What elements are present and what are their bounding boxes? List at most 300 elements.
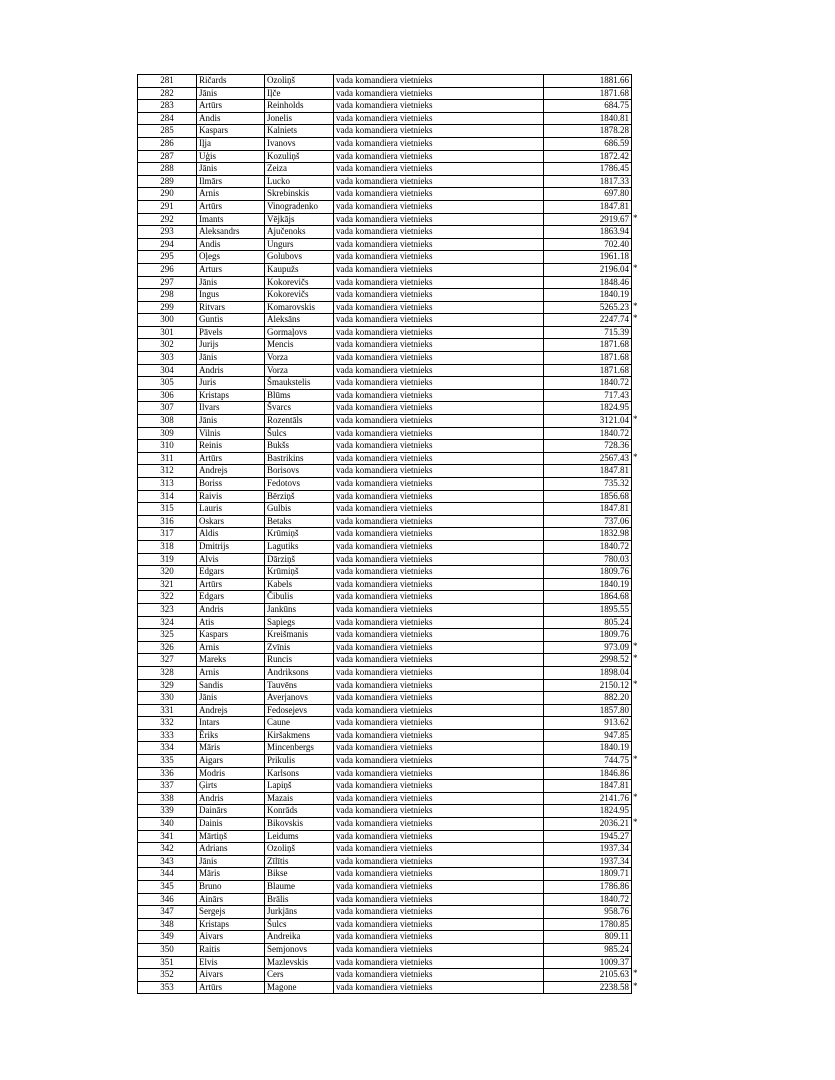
amount-cell: 1871.68 (544, 339, 632, 352)
amount-cell: 947.85 (544, 729, 632, 742)
position-cell: vada komandiera vietnieks (334, 981, 544, 994)
table-row (138, 364, 632, 377)
row-number-cell: 314 (138, 490, 197, 503)
position-cell: vada komandiera vietnieks (334, 175, 544, 188)
last-name-cell: Šulcs (265, 427, 334, 440)
last-name-cell: Lapiņš (265, 780, 334, 793)
position-cell: vada komandiera vietnieks (334, 641, 544, 654)
amount-cell: 1881.66 (544, 75, 632, 88)
position-cell: vada komandiera vietnieks (334, 364, 544, 377)
position-cell: vada komandiera vietnieks (334, 137, 544, 150)
amount-cell: 1009.37 (544, 956, 632, 969)
asterisk-mark: * (633, 791, 638, 802)
position-cell: vada komandiera vietnieks (334, 843, 544, 856)
asterisk-mark: * (633, 212, 638, 223)
row-number-cell: 297 (138, 276, 197, 289)
position-cell: vada komandiera vietnieks (334, 767, 544, 780)
last-name-cell: Mazais (265, 792, 334, 805)
row-number-cell: 302 (138, 339, 197, 352)
last-name-cell: Fedosejevs (265, 704, 334, 717)
first-name-cell: Artūrs (197, 452, 265, 465)
row-number-cell: 308 (138, 415, 197, 428)
row-number-cell: 284 (138, 112, 197, 125)
row-number-cell: 334 (138, 742, 197, 755)
table-row (138, 818, 632, 831)
first-name-cell: Māris (197, 742, 265, 755)
amount-cell: 717.43 (544, 389, 632, 402)
last-name-cell: Ozoliņš (265, 843, 334, 856)
first-name-cell: Dmitrijs (197, 540, 265, 553)
first-name-cell: Oskars (197, 515, 265, 528)
last-name-cell: Averjanovs (265, 692, 334, 705)
first-name-cell: Artūrs (197, 578, 265, 591)
table-row (138, 314, 632, 327)
last-name-cell: Čibulis (265, 591, 334, 604)
first-name-cell: Ingus (197, 289, 265, 302)
last-name-cell: Cers (265, 969, 334, 982)
first-name-cell: Jānis (197, 415, 265, 428)
position-cell: vada komandiera vietnieks (334, 679, 544, 692)
last-name-cell: Aleksāns (265, 314, 334, 327)
amount-cell: 1856.68 (544, 490, 632, 503)
table-row (138, 276, 632, 289)
first-name-cell: Adrians (197, 843, 265, 856)
first-name-cell: Aivars (197, 969, 265, 982)
table-row (138, 603, 632, 616)
table-row (138, 150, 632, 163)
position-cell: vada komandiera vietnieks (334, 465, 544, 478)
last-name-cell: Jurkjāns (265, 906, 334, 919)
last-name-cell: Blaume (265, 881, 334, 894)
table-row (138, 137, 632, 150)
first-name-cell: Intars (197, 717, 265, 730)
position-cell: vada komandiera vietnieks (334, 200, 544, 213)
first-name-cell: Kaspars (197, 629, 265, 642)
amount-cell: 1937.34 (544, 843, 632, 856)
position-cell: vada komandiera vietnieks (334, 855, 544, 868)
table-row (138, 503, 632, 516)
last-name-cell: Borisovs (265, 465, 334, 478)
row-number-cell: 326 (138, 641, 197, 654)
amount-cell: 1840.19 (544, 289, 632, 302)
position-cell: vada komandiera vietnieks (334, 906, 544, 919)
row-number-cell: 303 (138, 352, 197, 365)
last-name-cell: Fedotovs (265, 478, 334, 491)
position-cell: vada komandiera vietnieks (334, 238, 544, 251)
table-row (138, 478, 632, 491)
first-name-cell: Ilmārs (197, 175, 265, 188)
last-name-cell: Konrāds (265, 805, 334, 818)
row-number-cell: 286 (138, 137, 197, 150)
last-name-cell: Runcis (265, 654, 334, 667)
last-name-cell: Vorza (265, 352, 334, 365)
row-number-cell: 293 (138, 226, 197, 239)
row-number-cell: 289 (138, 175, 197, 188)
row-number-cell: 345 (138, 881, 197, 894)
table-row (138, 641, 632, 654)
row-number-cell: 311 (138, 452, 197, 465)
first-name-cell: Bruno (197, 881, 265, 894)
position-cell: vada komandiera vietnieks (334, 918, 544, 931)
table-row (138, 112, 632, 125)
row-number-cell: 319 (138, 553, 197, 566)
table-row (138, 805, 632, 818)
position-cell: vada komandiera vietnieks (334, 792, 544, 805)
last-name-cell: Andriksons (265, 666, 334, 679)
amount-cell: 2247.74 * (544, 314, 632, 327)
position-cell: vada komandiera vietnieks (334, 515, 544, 528)
last-name-cell: Vinogradenko (265, 200, 334, 213)
position-cell: vada komandiera vietnieks (334, 704, 544, 717)
row-number-cell: 332 (138, 717, 197, 730)
amount-cell: 1872.42 (544, 150, 632, 163)
row-number-cell: 322 (138, 591, 197, 604)
first-name-cell: Ainārs (197, 893, 265, 906)
position-cell: vada komandiera vietnieks (334, 830, 544, 843)
asterisk-mark: * (633, 754, 638, 765)
last-name-cell: Lagutiks (265, 540, 334, 553)
amount-cell: 1840.19 (544, 742, 632, 755)
last-name-cell: Vējkājs (265, 213, 334, 226)
last-name-cell: Bikse (265, 868, 334, 881)
table-row (138, 742, 632, 755)
first-name-cell: Reinis (197, 440, 265, 453)
first-name-cell: Jānis (197, 163, 265, 176)
row-number-cell: 298 (138, 289, 197, 302)
table-row (138, 855, 632, 868)
position-cell: vada komandiera vietnieks (334, 326, 544, 339)
first-name-cell: Alvis (197, 553, 265, 566)
amount-cell: 2141.76 * (544, 792, 632, 805)
last-name-cell: Kaupužs (265, 263, 334, 276)
row-number-cell: 296 (138, 263, 197, 276)
row-number-cell: 307 (138, 402, 197, 415)
table-row (138, 553, 632, 566)
amount-cell: 702.40 (544, 238, 632, 251)
last-name-cell: Prikulis (265, 755, 334, 768)
row-number-cell: 351 (138, 956, 197, 969)
position-cell: vada komandiera vietnieks (334, 276, 544, 289)
amount-cell: 1846.86 (544, 767, 632, 780)
amount-cell: 1878.28 (544, 125, 632, 138)
amount-cell: 1863.94 (544, 226, 632, 239)
last-name-cell: Komarovskis (265, 301, 334, 314)
table-row (138, 427, 632, 440)
personnel-table (137, 74, 638, 994)
asterisk-mark: * (633, 300, 638, 311)
first-name-cell: Elvis (197, 956, 265, 969)
amount-cell: 1871.68 (544, 364, 632, 377)
table-row (138, 528, 632, 541)
position-cell: vada komandiera vietnieks (334, 742, 544, 755)
amount-cell: 1817.33 (544, 175, 632, 188)
amount-cell: 973.09 * (544, 641, 632, 654)
amount-cell: 882.20 (544, 692, 632, 705)
last-name-cell: Golubovs (265, 251, 334, 264)
first-name-cell: Aleksandrs (197, 226, 265, 239)
amount-cell: 1840.72 (544, 427, 632, 440)
table-row (138, 792, 632, 805)
first-name-cell: Guntis (197, 314, 265, 327)
row-number-cell: 316 (138, 515, 197, 528)
position-cell: vada komandiera vietnieks (334, 75, 544, 88)
position-cell: vada komandiera vietnieks (334, 112, 544, 125)
position-cell: vada komandiera vietnieks (334, 440, 544, 453)
last-name-cell: Ozoliņš (265, 75, 334, 88)
position-cell: vada komandiera vietnieks (334, 415, 544, 428)
amount-cell: 1937.34 (544, 855, 632, 868)
table-row (138, 301, 632, 314)
row-number-cell: 305 (138, 377, 197, 390)
table-row (138, 629, 632, 642)
table-row (138, 163, 632, 176)
table-row (138, 289, 632, 302)
first-name-cell: Aivars (197, 931, 265, 944)
amount-cell: 1895.55 (544, 603, 632, 616)
position-cell: vada komandiera vietnieks (334, 163, 544, 176)
last-name-cell: Šmaukstelis (265, 377, 334, 390)
position-cell: vada komandiera vietnieks (334, 87, 544, 100)
first-name-cell: Māris (197, 868, 265, 881)
position-cell: vada komandiera vietnieks (334, 226, 544, 239)
first-name-cell: Uģis (197, 150, 265, 163)
position-cell: vada komandiera vietnieks (334, 490, 544, 503)
row-number-cell: 306 (138, 389, 197, 402)
row-number-cell: 335 (138, 755, 197, 768)
position-cell: vada komandiera vietnieks (334, 301, 544, 314)
row-number-cell: 285 (138, 125, 197, 138)
amount-cell: 2567.43 * (544, 452, 632, 465)
table-row (138, 263, 632, 276)
first-name-cell: Imants (197, 213, 265, 226)
first-name-cell: Juris (197, 377, 265, 390)
amount-cell: 1847.81 (544, 200, 632, 213)
position-cell: vada komandiera vietnieks (334, 352, 544, 365)
row-number-cell: 337 (138, 780, 197, 793)
amount-cell: 780.03 (544, 553, 632, 566)
position-cell: vada komandiera vietnieks (334, 931, 544, 944)
amount-cell: 1864.68 (544, 591, 632, 604)
amount-cell: 1871.68 (544, 352, 632, 365)
row-number-cell: 299 (138, 301, 197, 314)
position-cell: vada komandiera vietnieks (334, 755, 544, 768)
personnel-table-body (138, 75, 638, 994)
position-cell: vada komandiera vietnieks (334, 692, 544, 705)
last-name-cell: Tauvēns (265, 679, 334, 692)
table-row (138, 830, 632, 843)
amount-cell: 1832.98 (544, 528, 632, 541)
first-name-cell: Arnis (197, 666, 265, 679)
last-name-cell: Kozuliņš (265, 150, 334, 163)
table-row (138, 339, 632, 352)
table-row (138, 452, 632, 465)
table-row (138, 75, 632, 88)
row-number-cell: 290 (138, 188, 197, 201)
first-name-cell: Andris (197, 792, 265, 805)
first-name-cell: Artūrs (197, 100, 265, 113)
last-name-cell: Karlsons (265, 767, 334, 780)
first-name-cell: Jānis (197, 692, 265, 705)
first-name-cell: Artūrs (197, 981, 265, 994)
first-name-cell: Artūrs (197, 200, 265, 213)
last-name-cell: Iļče (265, 87, 334, 100)
amount-cell: 1840.19 (544, 578, 632, 591)
amount-cell: 2150.12 * (544, 679, 632, 692)
row-number-cell: 348 (138, 918, 197, 931)
table-row (138, 981, 632, 994)
table-row (138, 415, 632, 428)
position-cell: vada komandiera vietnieks (334, 893, 544, 906)
table-row (138, 251, 632, 264)
last-name-cell: Kiršakmens (265, 729, 334, 742)
amount-cell: 728.36 (544, 440, 632, 453)
position-cell: vada komandiera vietnieks (334, 402, 544, 415)
asterisk-mark: * (633, 678, 638, 689)
asterisk-mark: * (633, 817, 638, 828)
row-number-cell: 288 (138, 163, 197, 176)
asterisk-mark: * (633, 451, 638, 462)
first-name-cell: Andris (197, 603, 265, 616)
table-row (138, 490, 632, 503)
amount-cell: 1809.71 (544, 868, 632, 881)
position-cell: vada komandiera vietnieks (334, 805, 544, 818)
amount-cell: 1840.81 (544, 112, 632, 125)
amount-cell: 735.32 (544, 478, 632, 491)
row-number-cell: 342 (138, 843, 197, 856)
first-name-cell: Vilnis (197, 427, 265, 440)
position-cell: vada komandiera vietnieks (334, 150, 544, 163)
last-name-cell: Rozentāls (265, 415, 334, 428)
asterisk-mark: * (633, 968, 638, 979)
table-row (138, 893, 632, 906)
position-cell: vada komandiera vietnieks (334, 717, 544, 730)
table-row (138, 238, 632, 251)
last-name-cell: Mincenbergs (265, 742, 334, 755)
first-name-cell: Jānis (197, 87, 265, 100)
position-cell: vada komandiera vietnieks (334, 452, 544, 465)
table-row (138, 704, 632, 717)
position-cell: vada komandiera vietnieks (334, 578, 544, 591)
last-name-cell: Jonelis (265, 112, 334, 125)
row-number-cell: 333 (138, 729, 197, 742)
position-cell: vada komandiera vietnieks (334, 629, 544, 642)
table-row (138, 654, 632, 667)
last-name-cell: Caune (265, 717, 334, 730)
amount-cell: 958.76 (544, 906, 632, 919)
table-row (138, 188, 632, 201)
position-cell: vada komandiera vietnieks (334, 654, 544, 667)
table-row (138, 969, 632, 982)
position-cell: vada komandiera vietnieks (334, 956, 544, 969)
row-number-cell: 304 (138, 364, 197, 377)
table-row (138, 213, 632, 226)
row-number-cell: 331 (138, 704, 197, 717)
amount-cell: 2036.21 * (544, 818, 632, 831)
row-number-cell: 292 (138, 213, 197, 226)
row-number-cell: 294 (138, 238, 197, 251)
last-name-cell: Kokorevičs (265, 289, 334, 302)
position-cell: vada komandiera vietnieks (334, 591, 544, 604)
position-cell: vada komandiera vietnieks (334, 251, 544, 264)
amount-cell: 1857.80 (544, 704, 632, 717)
last-name-cell: Zvīnis (265, 641, 334, 654)
table-row (138, 226, 632, 239)
first-name-cell: Andrejs (197, 704, 265, 717)
position-cell: vada komandiera vietnieks (334, 603, 544, 616)
table-row (138, 906, 632, 919)
first-name-cell: Atis (197, 616, 265, 629)
last-name-cell: Kreišmanis (265, 629, 334, 642)
amount-cell: 1871.68 (544, 87, 632, 100)
amount-cell: 1809.76 (544, 566, 632, 579)
amount-cell: 1898.04 (544, 666, 632, 679)
amount-cell: 684.75 (544, 100, 632, 113)
position-cell: vada komandiera vietnieks (334, 478, 544, 491)
table-row (138, 377, 632, 390)
row-number-cell: 347 (138, 906, 197, 919)
first-name-cell: Aigars (197, 755, 265, 768)
amount-cell: 697.80 (544, 188, 632, 201)
amount-cell: 1786.45 (544, 163, 632, 176)
last-name-cell: Kalniets (265, 125, 334, 138)
row-number-cell: 310 (138, 440, 197, 453)
table-row (138, 881, 632, 894)
table-row (138, 767, 632, 780)
last-name-cell: Ungurs (265, 238, 334, 251)
table-row (138, 729, 632, 742)
table-row (138, 868, 632, 881)
last-name-cell: Zeiza (265, 163, 334, 176)
position-cell: vada komandiera vietnieks (334, 188, 544, 201)
first-name-cell: Raivis (197, 490, 265, 503)
table-row (138, 918, 632, 931)
position-cell: vada komandiera vietnieks (334, 503, 544, 516)
last-name-cell: Skrebinskis (265, 188, 334, 201)
position-cell: vada komandiera vietnieks (334, 566, 544, 579)
position-cell: vada komandiera vietnieks (334, 289, 544, 302)
amount-cell: 985.24 (544, 943, 632, 956)
last-name-cell: Bukšs (265, 440, 334, 453)
first-name-cell: Andis (197, 238, 265, 251)
amount-cell: 809.11 (544, 931, 632, 944)
position-cell: vada komandiera vietnieks (334, 125, 544, 138)
first-name-cell: Arnis (197, 641, 265, 654)
row-number-cell: 339 (138, 805, 197, 818)
last-name-cell: Brālis (265, 893, 334, 906)
row-number-cell: 295 (138, 251, 197, 264)
row-number-cell: 291 (138, 200, 197, 213)
amount-cell: 2105.63 * (544, 969, 632, 982)
position-cell: vada komandiera vietnieks (334, 100, 544, 113)
first-name-cell: Edgars (197, 566, 265, 579)
row-number-cell: 352 (138, 969, 197, 982)
row-number-cell: 340 (138, 818, 197, 831)
row-number-cell: 350 (138, 943, 197, 956)
row-number-cell: 318 (138, 540, 197, 553)
asterisk-mark: * (633, 653, 638, 664)
last-name-cell: Ajučenoks (265, 226, 334, 239)
position-cell: vada komandiera vietnieks (334, 389, 544, 402)
amount-cell: 1847.81 (544, 780, 632, 793)
amount-cell: 686.59 (544, 137, 632, 150)
table-row (138, 591, 632, 604)
amount-cell: 1840.72 (544, 893, 632, 906)
amount-cell: 805.24 (544, 616, 632, 629)
amount-cell: 1945.27 (544, 830, 632, 843)
position-cell: vada komandiera vietnieks (334, 943, 544, 956)
last-name-cell: Zīlītis (265, 855, 334, 868)
first-name-cell: Sandis (197, 679, 265, 692)
